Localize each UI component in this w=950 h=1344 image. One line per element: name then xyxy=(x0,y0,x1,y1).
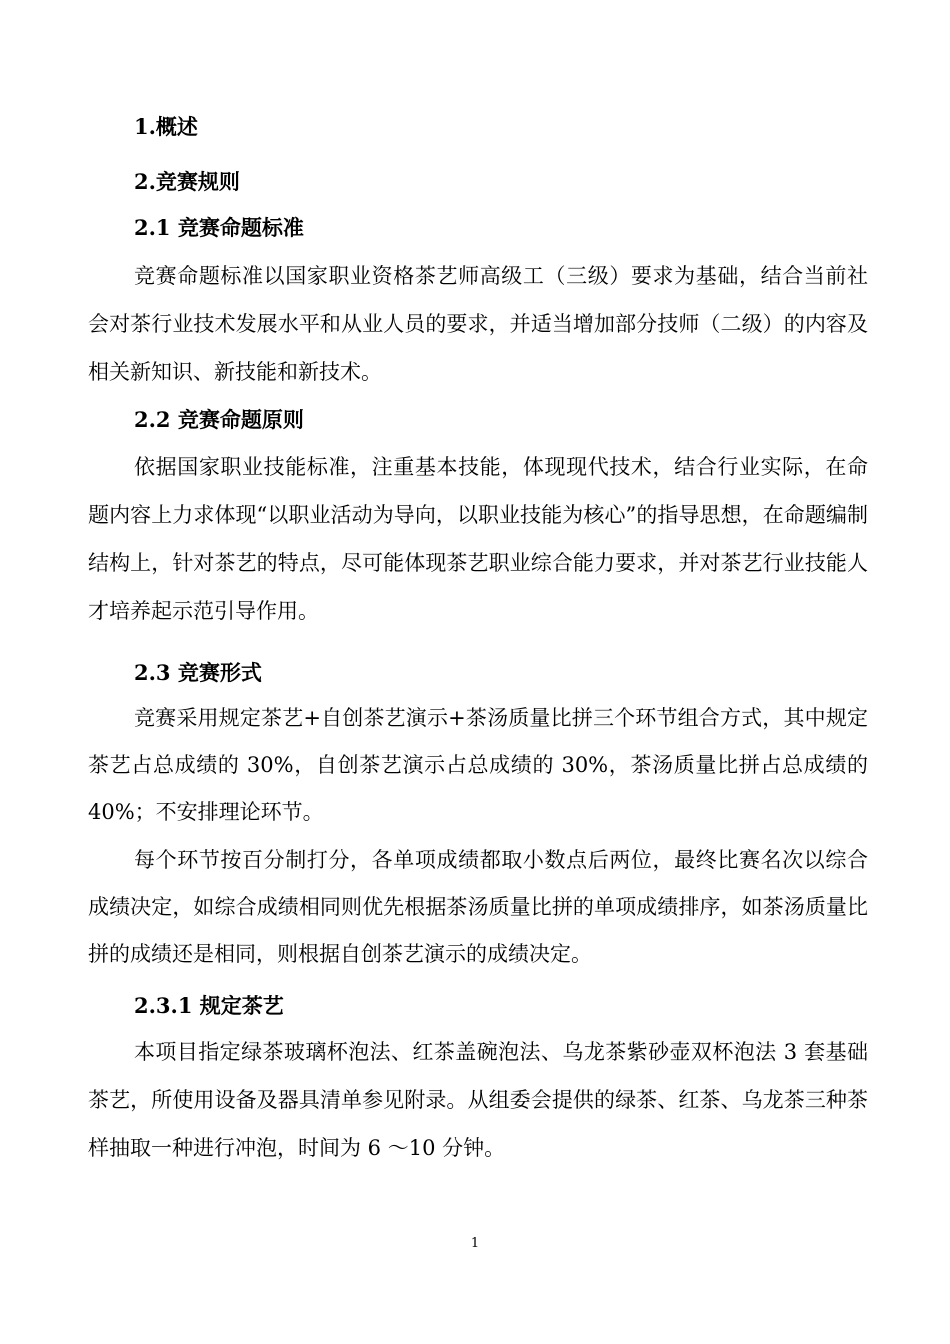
heading-competition-format: 2.3 竞赛形式 xyxy=(134,660,262,685)
page-number: 1 xyxy=(470,1236,480,1251)
heading-competition-rules: 2.竞赛规则 xyxy=(134,169,240,194)
paragraph-scoring-rules: 每个环节按百分制打分，各单项成绩都取小数点后两位，最终比赛名次以综合成绩决定，如综合成绩相同则优先根据茶汤质量比拼的单项成绩排序，如茶汤质量比拼的成绩还是相同，则根据自创茶艺演示的成绩决定。 xyxy=(88,848,868,966)
heading-overview: 1.概述 xyxy=(134,114,198,139)
paragraph-proposition-standard: 竞赛命题标准以国家职业资格茶艺师高级工（三级）要求为基础，结合当前社会对茶行业技术发展水平和从业人员的要求，并适当增加部分技师（二级）的内容及相关新知识、新技能和新技术。 xyxy=(88,264,868,384)
heading-proposition-principle: 2.2 竞赛命题原则 xyxy=(134,407,304,432)
heading-prescribed-tea-art: 2.3.1 规定茶艺 xyxy=(134,993,284,1018)
heading-proposition-standard: 2.1 竞赛命题标准 xyxy=(134,215,304,240)
paragraph-prescribed-tea-art: 本项目指定绿茶玻璃杯泡法、红茶盖碗泡法、乌龙茶紫砂壶双杯泡法 3 套基础茶艺，所使用设备及器具清单参见附录。从组委会提供的绿茶、红茶、乌龙茶三种茶样抽取一种进行冲泡，时间为 6 ～10 分钟。 xyxy=(88,1040,868,1160)
paragraph-proposition-principle: 依据国家职业技能标准，注重基本技能，体现现代技术，结合行业实际，在命题内容上力求体现“以职业活动为导向，以职业技能为核心”的指导思想，在命题编制结构上，针对茶艺的特点，尽可能体现茶艺职业综合能力要求，并对茶艺行业技能人才培养起示范引导作用。 xyxy=(88,455,868,623)
paragraph-competition-format: 竞赛采用规定茶艺+自创茶艺演示+茶汤质量比拼三个环节组合方式，其中规定茶艺占总成绩的 30%，自创茶艺演示占总成绩的 30%，茶汤质量比拼占总成绩的 40%；不安排理论环节。 xyxy=(88,706,868,824)
